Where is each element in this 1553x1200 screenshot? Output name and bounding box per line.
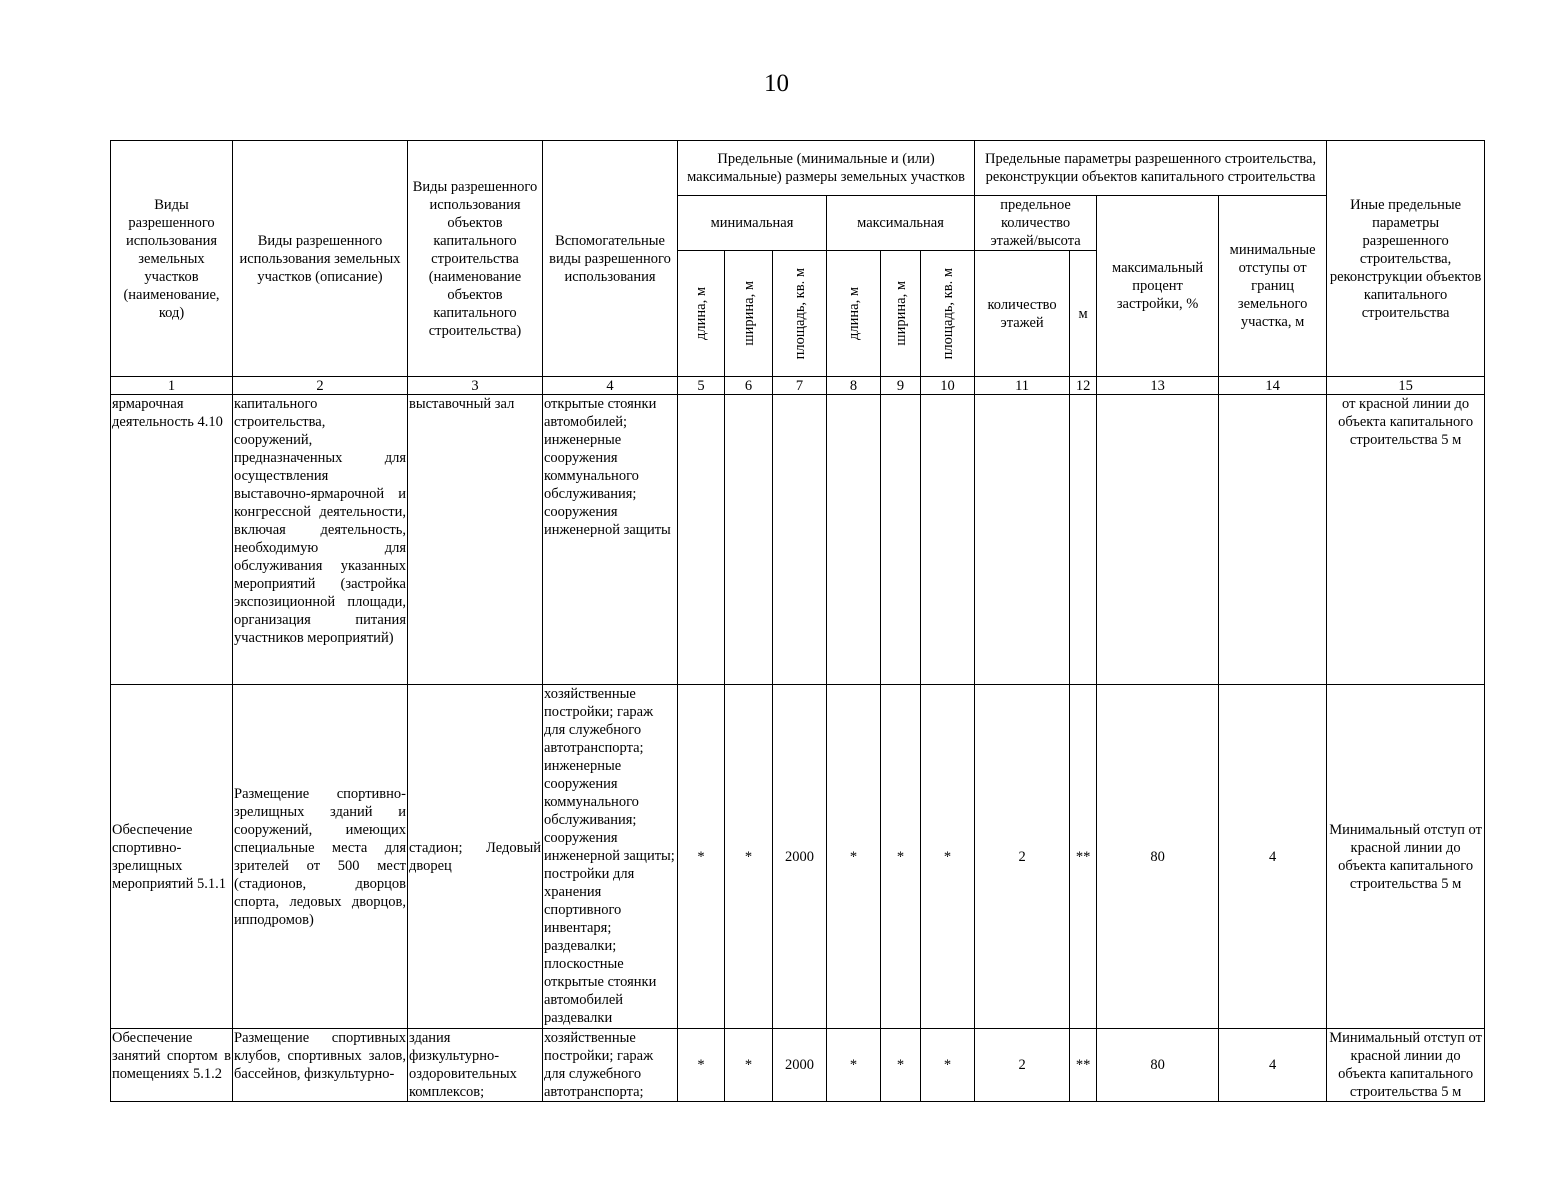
- max-area-value: *: [921, 685, 975, 1029]
- max-area-value: *: [921, 1029, 975, 1102]
- auxiliary-uses: хозяйственные постройки; гараж для служебного автотранспорта;: [543, 1029, 678, 1102]
- header-max-area: площадь, кв. м: [921, 251, 975, 377]
- other-params-value: Минимальный отступ от красной линии до объекта капитального строительства 5 м: [1327, 1029, 1485, 1102]
- column-number: 11: [975, 377, 1070, 395]
- column-number: 3: [408, 377, 543, 395]
- header-min-width: ширина, м: [725, 251, 773, 377]
- column-number: 9: [881, 377, 921, 395]
- min-width-value: [725, 395, 773, 685]
- max-width-value: [881, 395, 921, 685]
- header-auxiliary-uses: Вспомогательные виды разрешенного использования: [543, 141, 678, 377]
- header-max-building-percent: максимальный процент застройки, %: [1097, 196, 1219, 377]
- max-percent-value: [1097, 395, 1219, 685]
- max-width-value: *: [881, 1029, 921, 1102]
- column-number: 15: [1327, 377, 1485, 395]
- header-minimum: минимальная: [678, 196, 827, 251]
- max-area-value: [921, 395, 975, 685]
- min-area-value: 2000: [773, 685, 827, 1029]
- max-percent-value: 80: [1097, 685, 1219, 1029]
- max-percent-value: 80: [1097, 1029, 1219, 1102]
- min-area-value: [773, 395, 827, 685]
- min-length-value: [678, 395, 725, 685]
- max-length-value: *: [827, 1029, 881, 1102]
- construction-objects: здания физкультурно-оздоровительных комплексов;: [408, 1029, 543, 1102]
- column-number: 12: [1070, 377, 1097, 395]
- header-land-use-description: Виды разрешенного использования земельных участков (описание): [233, 141, 408, 377]
- land-use-name: Обеспечение спортивно-зрелищных мероприятий 5.1.1: [111, 685, 233, 1029]
- min-area-value: 2000: [773, 1029, 827, 1102]
- land-use-description: капитального строительства, сооружений, предназначенных для осуществления выставочно-ярмарочной и конгрессной деятельности, включая деятельность, необходимую для обслуживания указанных мероприятий (застройка экспозиционной площади, организация питания участников мероприятий): [233, 395, 408, 685]
- min-length-value: *: [678, 685, 725, 1029]
- max-length-value: *: [827, 685, 881, 1029]
- header-max-width: ширина, м: [881, 251, 921, 377]
- header-build-params-group: Предельные параметры разрешенного строительства, реконструкции объектов капитального строительства: [975, 141, 1327, 196]
- header-min-length: длина, м: [678, 251, 725, 377]
- auxiliary-uses: открытые стоянки автомобилей; инженерные сооружения коммунального обслуживания; сооружения инженерной защиты: [543, 395, 678, 685]
- header-construction-objects: Виды разрешенного использования объектов капитального строительства (наименование объектов капитального строительства): [408, 141, 543, 377]
- header-other-params: Иные предельные параметры разрешенного строительства, реконструкции объектов капитального строительства: [1327, 141, 1485, 377]
- construction-objects: стадион; Ледовый дворец: [408, 685, 543, 1029]
- header-min-area: площадь, кв. м: [773, 251, 827, 377]
- column-number: 13: [1097, 377, 1219, 395]
- regulations-table: [110, 140, 1485, 1102]
- min-setback-value: 4: [1219, 685, 1327, 1029]
- header-land-use-name: Виды разрешенного использования земельных участков (наименование, код): [111, 141, 233, 377]
- land-use-name: Обеспечение занятий спортом в помещениях 5.1.2: [111, 1029, 233, 1102]
- column-number: 6: [725, 377, 773, 395]
- floors-value: [975, 395, 1070, 685]
- min-setback-value: 4: [1219, 1029, 1327, 1102]
- header-plot-size-group: Предельные (минимальные и (или) максимальные) размеры земельных участков: [678, 141, 975, 196]
- column-number: 7: [773, 377, 827, 395]
- min-setback-value: [1219, 395, 1327, 685]
- header-maximum: максимальная: [827, 196, 975, 251]
- min-length-value: *: [678, 1029, 725, 1102]
- column-number: 1: [111, 377, 233, 395]
- land-use-name: ярмарочная деятельность 4.10: [111, 395, 233, 685]
- max-length-value: [827, 395, 881, 685]
- page-number: 10: [764, 70, 789, 97]
- height-value: [1070, 395, 1097, 685]
- column-number: 10: [921, 377, 975, 395]
- floors-value: 2: [975, 1029, 1070, 1102]
- table-row: [111, 685, 1485, 1029]
- height-value: **: [1070, 1029, 1097, 1102]
- column-number: 4: [543, 377, 678, 395]
- column-number: 8: [827, 377, 881, 395]
- auxiliary-uses: хозяйственные постройки; гараж для служебного автотранспорта; инженерные сооружения коммунального обслуживания; сооружения инженерной защиты; постройки для хранения спортивного инвентаря; раздевалки; плоскостные открытые стоянки автомобилей раздевалки: [543, 685, 678, 1029]
- table-row: [111, 1029, 1485, 1102]
- column-number: 5: [678, 377, 725, 395]
- header-max-length: длина, м: [827, 251, 881, 377]
- column-number: 2: [233, 377, 408, 395]
- column-number: 14: [1219, 377, 1327, 395]
- header-floors-count: количество этажей: [975, 251, 1070, 377]
- other-params-value: Минимальный отступ от красной линии до объекта капитального строительства 5 м: [1327, 685, 1485, 1029]
- floors-value: 2: [975, 685, 1070, 1029]
- header-min-setback: минимальные отступы от границ земельного участка, м: [1219, 196, 1327, 377]
- max-width-value: *: [881, 685, 921, 1029]
- construction-objects: выставочный зал: [408, 395, 543, 685]
- table-row: [111, 395, 1485, 685]
- column-numbers-row: [111, 377, 1485, 395]
- header-height-m: м: [1070, 251, 1097, 377]
- min-width-value: *: [725, 1029, 773, 1102]
- min-width-value: *: [725, 685, 773, 1029]
- land-use-description: Размещение спортивно-зрелищных зданий и сооружений, имеющих специальные места для зрителей от 500 мест (стадионов, дворцов спорта, ледовых дворцов, ипподромов): [233, 685, 408, 1029]
- other-params-value: от красной линии до объекта капитального строительства 5 м: [1327, 395, 1485, 685]
- land-use-description: Размещение спортивных клубов, спортивных залов, бассейнов, физкультурно-: [233, 1029, 408, 1102]
- height-value: **: [1070, 685, 1097, 1029]
- header-floors-height: предельное количество этажей/высота: [975, 196, 1097, 251]
